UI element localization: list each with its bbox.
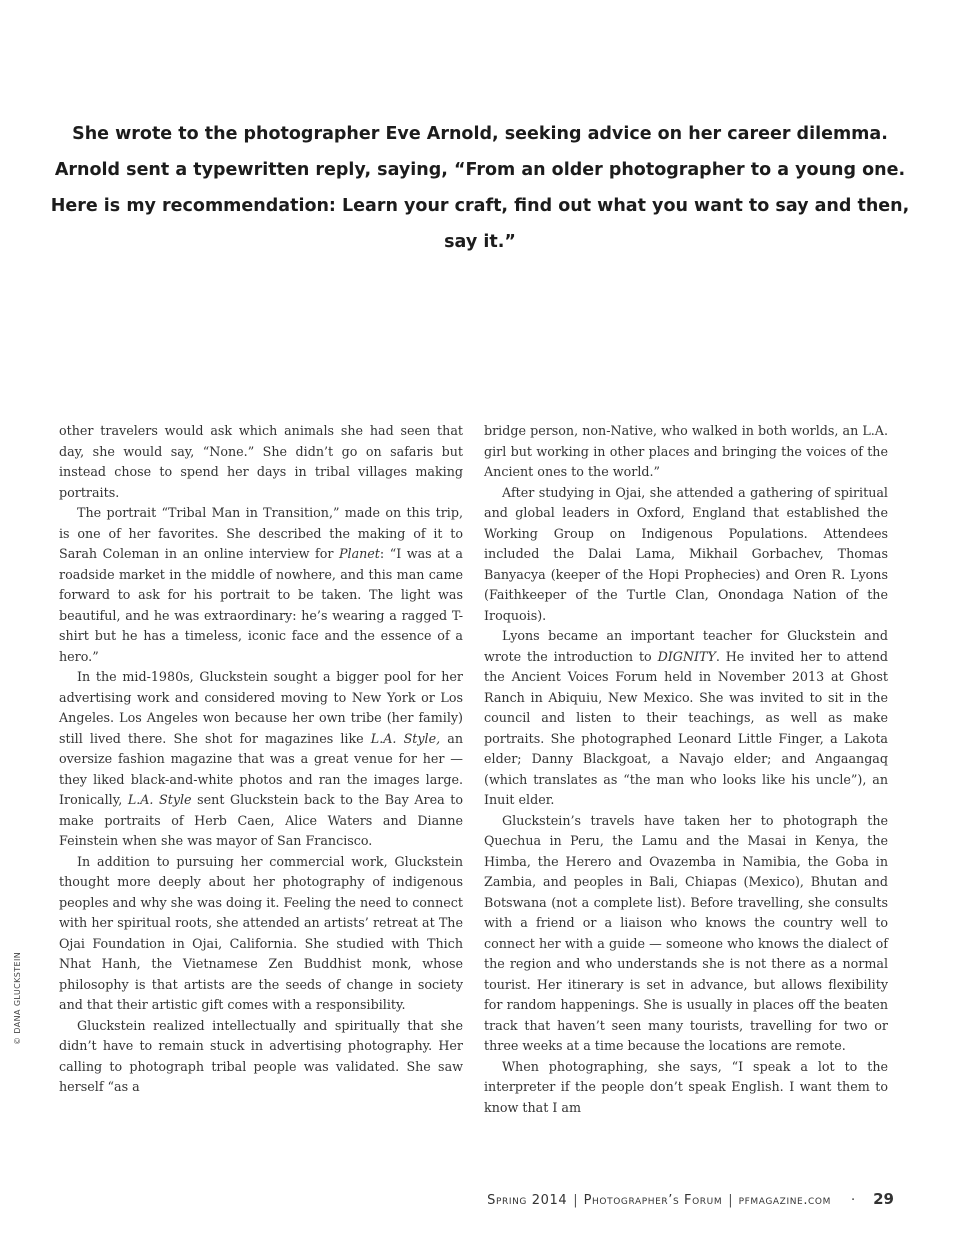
text-run: After studying in Ojai, she attended a gathering of spiritual and global leaders in Oxford, England that established the Working Group on Indigenous Populations. Attendees included the Dalai Lama, Mikhail Gorbachev, Thomas Banyacya (keeper of the Hopi Prophecies) and Oren R. Lyons (Faithkeeper of the Turtle Clan, Onondaga Nation of the Iroquois). <box>484 484 888 623</box>
footer-separator: | <box>728 1193 733 1208</box>
footer-magazine: Photographer’s Forum <box>583 1193 723 1208</box>
right-column <box>484 421 888 1118</box>
paragraph <box>484 483 888 627</box>
text-run: Lyons became an important teacher for Gluckstein and wrote the introduction to <box>484 628 888 664</box>
left-column <box>59 421 463 1098</box>
paragraph <box>59 503 463 667</box>
photo-credit: © DANA GLUCKSTEIN <box>13 951 22 1045</box>
publication-title: L.A. Style, <box>370 730 441 746</box>
text-run: an oversize fashion magazine that was a great venue for her — they liked black-and-white photos and ran the images large. Ironically, <box>59 730 463 807</box>
text-run: . He invited her to attend the Ancient Voices Forum held in November 2013 at Ghost Ranch in Abiquiu, New Mexico. She was invited to sit in the council and listen to their teachings, as well as make portraits. She photographed Leonard Little Finger, a Lakota elder; Danny Blackgoat, a Navajo elder; and Angaangaq (which translates as “the man who looks like his uncle”), an Inuit elder. <box>484 648 889 807</box>
paragraph <box>484 626 888 811</box>
footer-website[interactable]: pfmagazine.com <box>738 1193 831 1208</box>
paragraph <box>484 421 888 483</box>
book-title: DIGNITY <box>657 648 716 664</box>
text-run: In the mid-1980s, Gluckstein sought a bigger pool for her advertising work and considered moving to New York or Los Angeles. Los Angeles won because her own tribe (her family) still lived there. She shot for magazines like <box>59 669 463 746</box>
text-run: sent Gluckstein back to the Bay Area to make portraits of Herb Caen, Alice Waters and Dianne Feinstein when she was mayor of San Francisco. <box>59 792 463 848</box>
text-run: Gluckstein’s travels have taken her to photograph the Quechua in Peru, the Lamu and the Masai in Kenya, the Himba, the Herero and Ovazemba in Namibia, the Goba in Zambia, and peoples in Bali, Chiapas (Mexico), Bhutan and Botswana (not a complete list). Before travelling, she consults with a friend or a liaison who knows the country well to connect her with a guide — someone who knows the dialect of the region and who understands she is not there as a normal tourist. Her itinerary is set in advance, but allows flexibility for random happenings. She is usually in places off the beaten track that haven’t seen many tourists, travelling for two or three weeks at a time because the locations are remote. <box>484 812 888 1053</box>
publication-title: Planet <box>338 546 380 561</box>
text-run: The portrait “Tribal Man in Transition,” made on this trip, is one of her favorites. She described the making of it to Sarah Coleman in an online interview for <box>59 505 463 561</box>
publication-title: L.A. Style <box>127 792 192 807</box>
page-number: 29 <box>873 1190 894 1208</box>
text-run: When photographing, she says, “I speak a lot to the interpreter if the people don’t speak English. I want them to know that I am <box>484 1058 888 1115</box>
text-run: : “I was at a roadside market in the middle of nowhere, and this man came forward to ask for his portrait to be taken. The light was beautiful, and he was extraordinary: he’s wearing a ragged T-shirt but he has a timeless, iconic face and the essence of a hero.” <box>59 546 463 664</box>
paragraph <box>59 667 463 852</box>
text-run: Gluckstein realized intellectually and spiritually that she didn’t have to remain stuck in advertising photography. Her calling to photograph tribal people was validated. She saw herself “as a <box>59 1017 463 1094</box>
paragraph <box>59 1016 463 1098</box>
footer-separator: | <box>573 1193 578 1208</box>
text-run: other travelers would ask which animals she had seen that day, she would say, “None.” She didn’t go on safaris but instead chose to spend her days in tribal villages making portraits. <box>59 423 463 500</box>
page-footer <box>487 1190 894 1208</box>
text-run: In addition to pursuing her commercial work, Gluckstein thought more deeply about her photography of indigenous peoples and why she was doing it. Feeling the need to connect with her spiritual roots, she attended an artists’ retreat at The Ojai Foundation in Ojai, California. She studied with Thich Nhat Hanh, the Vietnamese Zen Buddhist monk, whose philosophy is that artists are the seeds of change in society and that their artistic gift comes with a responsibility. <box>59 853 463 1012</box>
pull-quote: She wrote to the photographer Eve Arnold, seeking advice on her career dilemma. Arnold sent a typewritten reply, saying, “From an older photographer to a young one. Here is my recommendation: Learn your craft, find out what you want to say and then, say it.” <box>50 124 910 252</box>
footer-dot: · <box>850 1193 856 1208</box>
paragraph <box>484 811 888 1057</box>
text-run: bridge person, non-Native, who walked in both worlds, an L.A. girl but working in other places and bringing the voices of the Ancient ones to the world.” <box>484 423 888 479</box>
footer-season: Spring 2014 <box>487 1193 568 1208</box>
paragraph <box>484 1057 888 1119</box>
paragraph <box>59 421 463 503</box>
paragraph <box>59 852 463 1016</box>
